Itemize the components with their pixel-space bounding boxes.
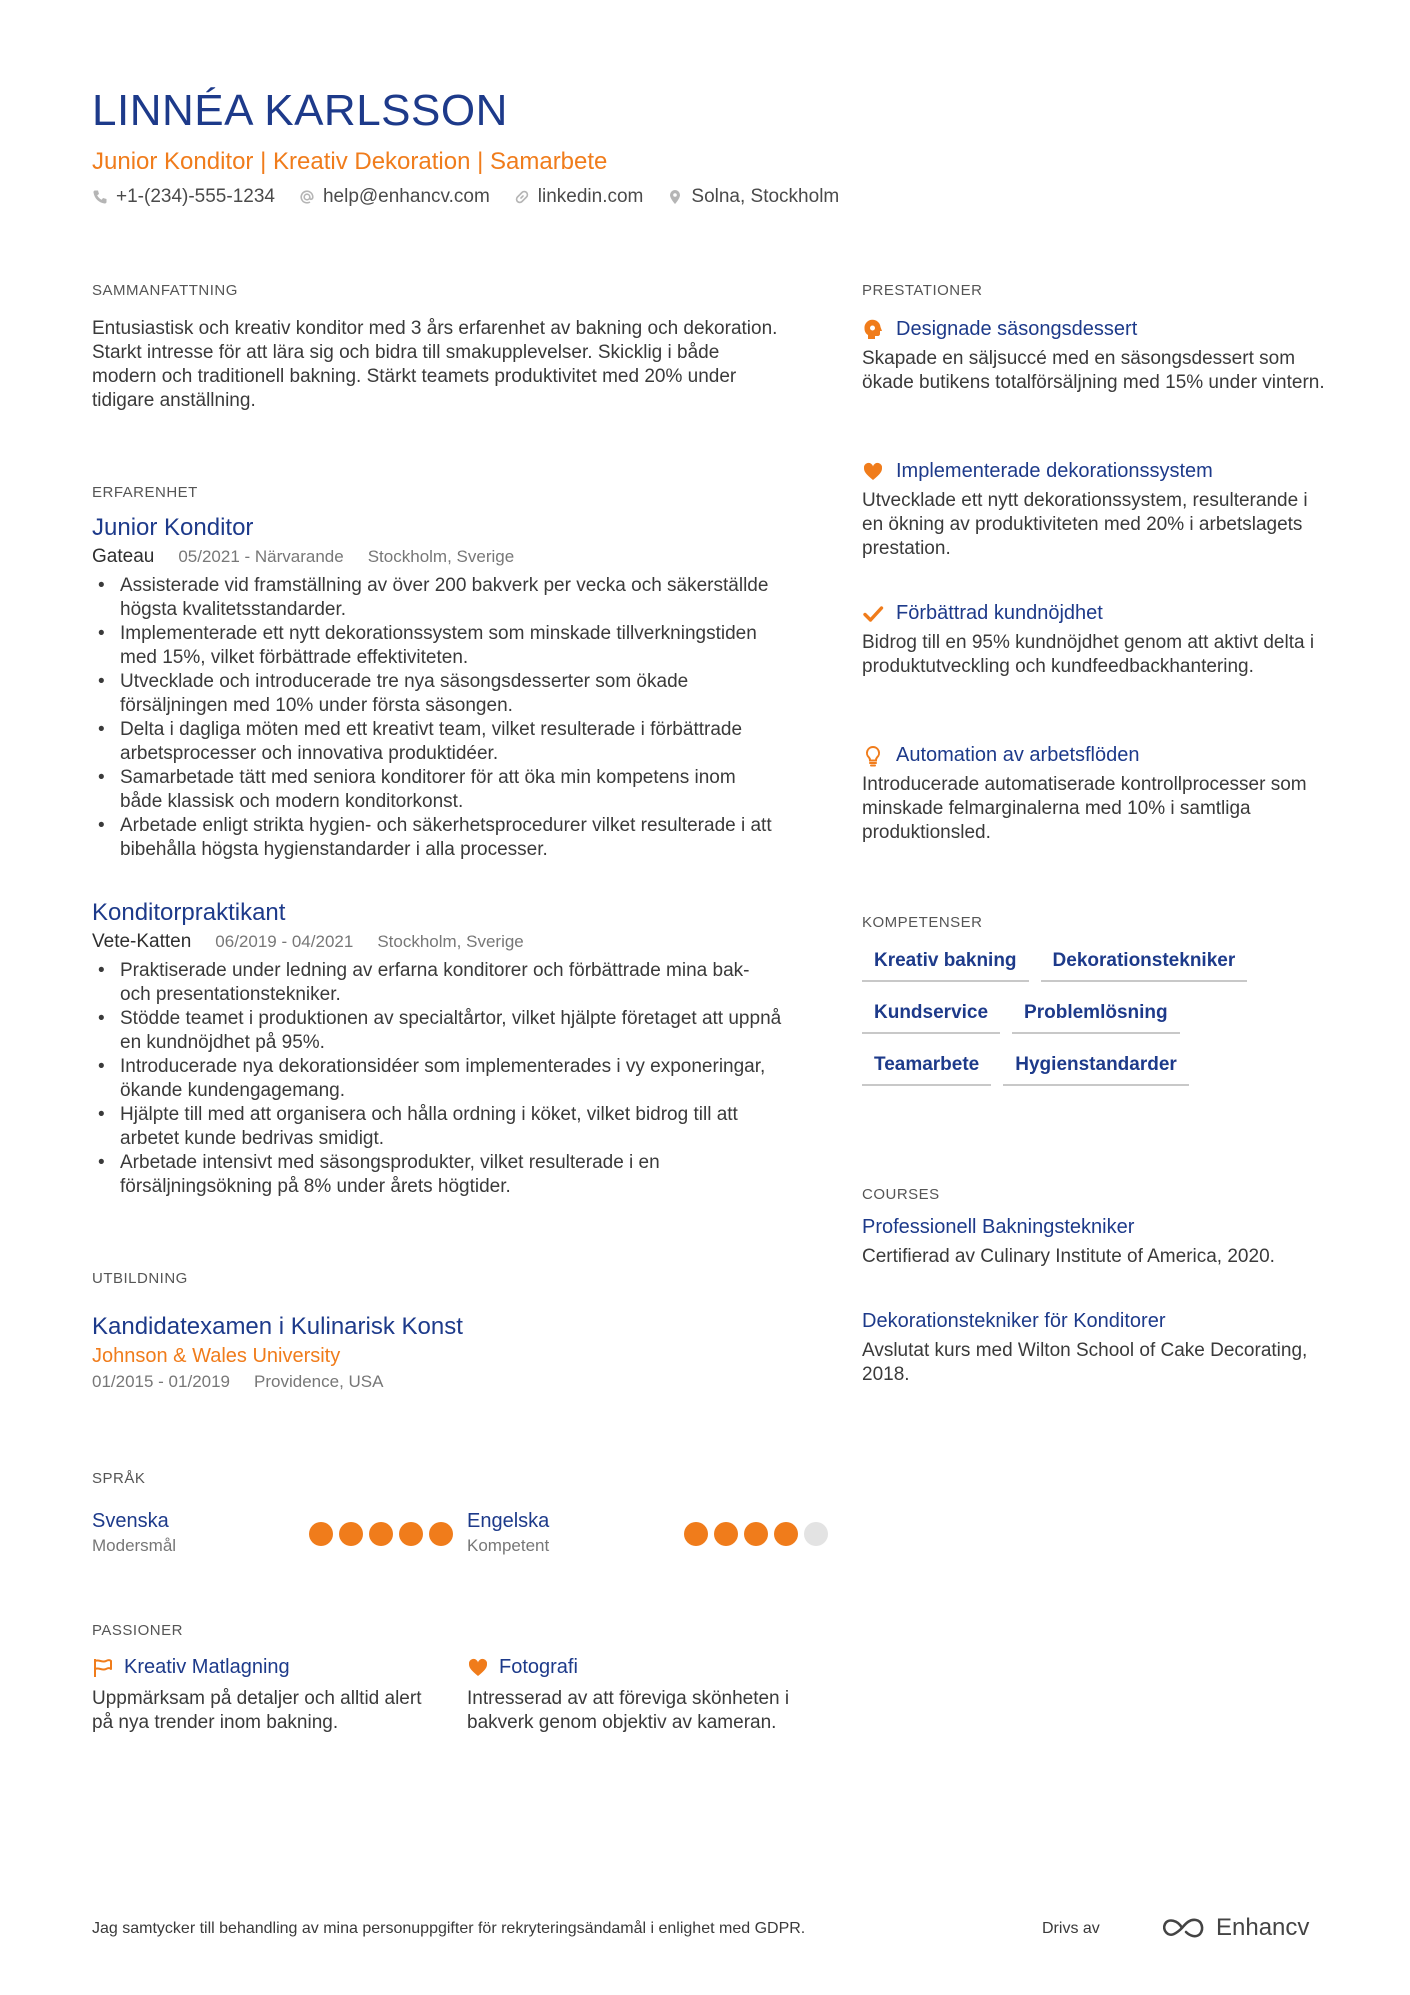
at-icon bbox=[299, 189, 315, 205]
education-dates: 01/2015 - 01/2019 bbox=[92, 1372, 231, 1391]
rating-dot bbox=[774, 1522, 798, 1546]
flag-icon bbox=[92, 1657, 114, 1679]
skill-tag: Dekorationstekniker bbox=[1041, 950, 1248, 982]
education-title: UTBILDNING bbox=[92, 1270, 188, 1287]
passions-title: PASSIONER bbox=[92, 1622, 183, 1639]
job-entry bbox=[92, 899, 782, 1199]
bullet-item: • Hjälpte till med att organisera och hålla ordning i köket, vilket bidrog till att arbetet kunde bedrivas smidigt. bbox=[92, 1103, 782, 1151]
rating-dot bbox=[309, 1522, 333, 1546]
language-level: Modersmål bbox=[92, 1536, 177, 1555]
language-rating bbox=[684, 1522, 828, 1556]
link-icon bbox=[514, 189, 530, 205]
footer bbox=[92, 1914, 1318, 1941]
passion-title: Kreativ Matlagning bbox=[124, 1656, 290, 1678]
powered-by-label: Drivs av bbox=[1042, 1920, 1100, 1937]
checkmark-icon bbox=[862, 603, 884, 625]
education-degree: Kandidatexamen i Kulinarisk Konst bbox=[92, 1313, 463, 1340]
course-desc: Certifierad av Culinary Institute of America, 2020. bbox=[862, 1246, 1275, 1267]
language-item bbox=[92, 1510, 467, 1556]
contact-linkedin[interactable] bbox=[514, 186, 644, 208]
job-bullets bbox=[92, 574, 782, 862]
candidate-name: LINNÉA KARLSSON bbox=[92, 86, 508, 135]
achievement-title: Förbättrad kundnöjdhet bbox=[896, 602, 1103, 624]
skill-tag: Problemlösning bbox=[1012, 1002, 1180, 1034]
job-meta bbox=[92, 931, 782, 953]
bullet-item: • Delta i dagliga möten med ett kreativt team, vilket resulterade i förbättrade arbetsprocesser och innovativa produktidéer. bbox=[92, 718, 782, 766]
left-column bbox=[92, 282, 790, 1733]
course-item bbox=[862, 1216, 1332, 1269]
language-item bbox=[467, 1510, 842, 1556]
skill-row bbox=[862, 950, 1332, 982]
bullet-item: • Introducerade nya dekorationsidéer som implementerades i vy exponeringar, ökande kundengagemang. bbox=[92, 1055, 782, 1103]
languages-section bbox=[92, 1470, 842, 1555]
achievements-title: PRESTATIONER bbox=[862, 282, 983, 299]
job-dates: 05/2021 - Närvarande bbox=[178, 547, 344, 566]
right-column bbox=[862, 282, 1332, 1385]
job-meta bbox=[92, 546, 782, 568]
skills-title: KOMPETENSER bbox=[862, 914, 983, 931]
passion-item bbox=[92, 1656, 467, 1735]
contact-linkedin-text: linkedin.com bbox=[537, 186, 644, 207]
heart-icon bbox=[467, 1657, 489, 1679]
location-pin-icon bbox=[667, 189, 683, 205]
course-title: Dekorationstekniker för Konditorer bbox=[862, 1310, 1166, 1332]
course-title: Professionell Bakningstekniker bbox=[862, 1216, 1135, 1238]
bullet-item: • Arbetade intensivt med säsongsprodukter, vilket resulterade i en försäljningsökning på 8% under årets högtider. bbox=[92, 1151, 782, 1199]
rating-dot bbox=[369, 1522, 393, 1546]
skill-tag: Hygienstandarder bbox=[1003, 1054, 1189, 1086]
rating-dot bbox=[804, 1522, 828, 1546]
education-school: Johnson & Wales University bbox=[92, 1345, 341, 1367]
summary-text: Entusiastisk och kreativ konditor med 3 års erfarenhet av bakning och dekoration. Starkt intresse för att lära sig och bidra till smakupplevelser. Skicklig i både modern och traditionell bakning. Stärkt teamets produktivitet med 20% under tidigare anställning. bbox=[92, 318, 778, 411]
achievement-item bbox=[862, 602, 1332, 679]
passion-desc: Uppmärksam på detaljer och alltid alert på nya trender inom bakning. bbox=[92, 1688, 422, 1733]
experience-section bbox=[92, 484, 782, 1197]
bullet-item: • Arbetade enligt strikta hygien- och säkerhetsprocedurer vilket resulterade i att bibehålla högsta hygienstandarder i alla processer. bbox=[92, 814, 782, 862]
job-company: Vete-Katten bbox=[92, 931, 192, 952]
achievement-title-row bbox=[862, 602, 1332, 625]
achievement-title-row bbox=[862, 460, 1332, 483]
language-rating bbox=[309, 1522, 453, 1556]
rating-dot bbox=[339, 1522, 363, 1546]
bullet-item: • Utvecklade och introducerade tre nya säsongsdesserter som ökade försäljningen med 10% under första säsongen. bbox=[92, 670, 782, 718]
language-name: Engelska bbox=[467, 1510, 550, 1532]
experience-title: ERFARENHET bbox=[92, 484, 198, 501]
rating-dot bbox=[684, 1522, 708, 1546]
language-name: Svenska bbox=[92, 1510, 169, 1532]
contact-location bbox=[667, 186, 839, 208]
achievement-desc: Introducerade automatiserade kontrollprocesser som minskade felmarginalerna med 10% i samtliga produktionsled. bbox=[862, 774, 1307, 843]
contact-phone-text: +1-(234)-555-1234 bbox=[116, 186, 275, 207]
contact-location-text: Solna, Stockholm bbox=[691, 186, 840, 207]
languages-list bbox=[92, 1510, 842, 1556]
education-meta bbox=[92, 1372, 782, 1392]
passions-list bbox=[92, 1656, 842, 1735]
summary-title: SAMMANFATTNING bbox=[92, 282, 238, 299]
passions-section bbox=[92, 1622, 842, 1733]
lightbulb-icon bbox=[862, 745, 884, 767]
skill-tag: Kreativ bakning bbox=[862, 950, 1029, 982]
passion-title-row bbox=[467, 1656, 802, 1679]
headline: Junior Konditor | Kreativ Dekoration | Samarbete bbox=[92, 148, 608, 175]
brand-name: Enhancv bbox=[1216, 1914, 1310, 1941]
skills-list bbox=[862, 950, 1332, 1106]
courses-section bbox=[862, 1186, 1332, 1385]
contact-email[interactable] bbox=[299, 186, 490, 208]
passion-title-row bbox=[92, 1656, 427, 1679]
skill-tag: Kundservice bbox=[862, 1002, 1000, 1034]
language-level: Kompetent bbox=[467, 1536, 550, 1555]
rating-dot bbox=[399, 1522, 423, 1546]
achievement-item bbox=[862, 744, 1332, 845]
achievement-title: Automation av arbetsflöden bbox=[896, 744, 1140, 766]
job-entry bbox=[92, 514, 782, 862]
enhancv-logo[interactable] bbox=[1160, 1914, 1309, 1942]
head-idea-icon bbox=[862, 319, 884, 341]
job-role: Junior Konditor bbox=[92, 514, 254, 541]
achievement-desc: Skapade en säljsuccé med en säsongsdessert som ökade butikens totalförsäljning med 15% under vintern. bbox=[862, 348, 1325, 393]
course-item bbox=[862, 1310, 1332, 1387]
contact-phone[interactable] bbox=[92, 186, 275, 208]
skill-row bbox=[862, 1002, 1332, 1034]
bullet-item: • Assisterade vid framställning av över 200 bakverk per vecka och säkerställde högsta kvalitetsstandarder. bbox=[92, 574, 782, 622]
job-bullets bbox=[92, 959, 782, 1199]
job-company: Gateau bbox=[92, 546, 155, 567]
enhancv-infinity-icon bbox=[1160, 1915, 1208, 1941]
achievement-desc: Bidrog till en 95% kundnöjdhet genom att aktivt delta i produktutveckling och kundfeedbackhantering. bbox=[862, 632, 1315, 677]
achievement-item bbox=[862, 318, 1332, 395]
job-dates: 06/2019 - 04/2021 bbox=[215, 932, 354, 951]
rating-dot bbox=[429, 1522, 453, 1546]
bullet-item: • Implementerade ett nytt dekorationssystem som minskade tillverkningstiden med 15%, vilket förbättrade effektiviteten. bbox=[92, 622, 782, 670]
education-location: Providence, USA bbox=[254, 1372, 384, 1391]
bullet-item: • Samarbetade tätt med seniora konditorer för att öka min kompetens inom både klassisk och modern konditorkonst. bbox=[92, 766, 782, 814]
passion-title: Fotografi bbox=[499, 1656, 578, 1678]
achievement-title: Designade säsongsdessert bbox=[896, 318, 1138, 340]
job-role: Konditorpraktikant bbox=[92, 899, 286, 926]
skills-section bbox=[862, 914, 1332, 1075]
achievement-title-row bbox=[862, 318, 1332, 341]
heart-icon bbox=[862, 461, 884, 483]
summary-section bbox=[92, 282, 782, 413]
passion-item bbox=[467, 1656, 842, 1735]
skill-row bbox=[862, 1054, 1332, 1086]
rating-dot bbox=[744, 1522, 768, 1546]
achievements-section bbox=[862, 282, 1332, 842]
rating-dot bbox=[714, 1522, 738, 1546]
skill-tag: Teamarbete bbox=[862, 1054, 991, 1086]
bullet-item: • Praktiserade under ledning av erfarna konditorer och förbättrade mina bak- och presentationstekniker. bbox=[92, 959, 782, 1007]
passion-desc: Intresserad av att föreviga skönheten i bakverk genom objektiv av kameran. bbox=[467, 1688, 790, 1733]
contact-email-text: help@enhancv.com bbox=[322, 186, 490, 207]
contact-bar bbox=[92, 186, 839, 208]
courses-title: COURSES bbox=[862, 1186, 940, 1203]
gdpr-consent: Jag samtycker till behandling av mina personuppgifter för rekryteringsändamål i enlighet med GDPR. bbox=[92, 1920, 806, 1937]
course-desc: Avslutat kurs med Wilton School of Cake Decorating, 2018. bbox=[862, 1340, 1308, 1385]
achievement-title: Implementerade dekorationssystem bbox=[896, 460, 1213, 482]
phone-icon bbox=[92, 189, 108, 205]
achievement-item bbox=[862, 460, 1332, 561]
achievement-title-row bbox=[862, 744, 1332, 767]
achievement-desc: Utvecklade ett nytt dekorationssystem, resulterande i en ökning av produktiviteten med 20% i arbetslagets prestation. bbox=[862, 490, 1308, 559]
bullet-item: • Stödde teamet i produktionen av specialtårtor, vilket hjälpte företaget att uppnå en kundnöjdhet på 95%. bbox=[92, 1007, 782, 1055]
education-section bbox=[92, 1270, 782, 1392]
job-location: Stockholm, Sverige bbox=[367, 547, 515, 566]
job-location: Stockholm, Sverige bbox=[377, 932, 524, 951]
languages-title: SPRÅK bbox=[92, 1470, 146, 1487]
